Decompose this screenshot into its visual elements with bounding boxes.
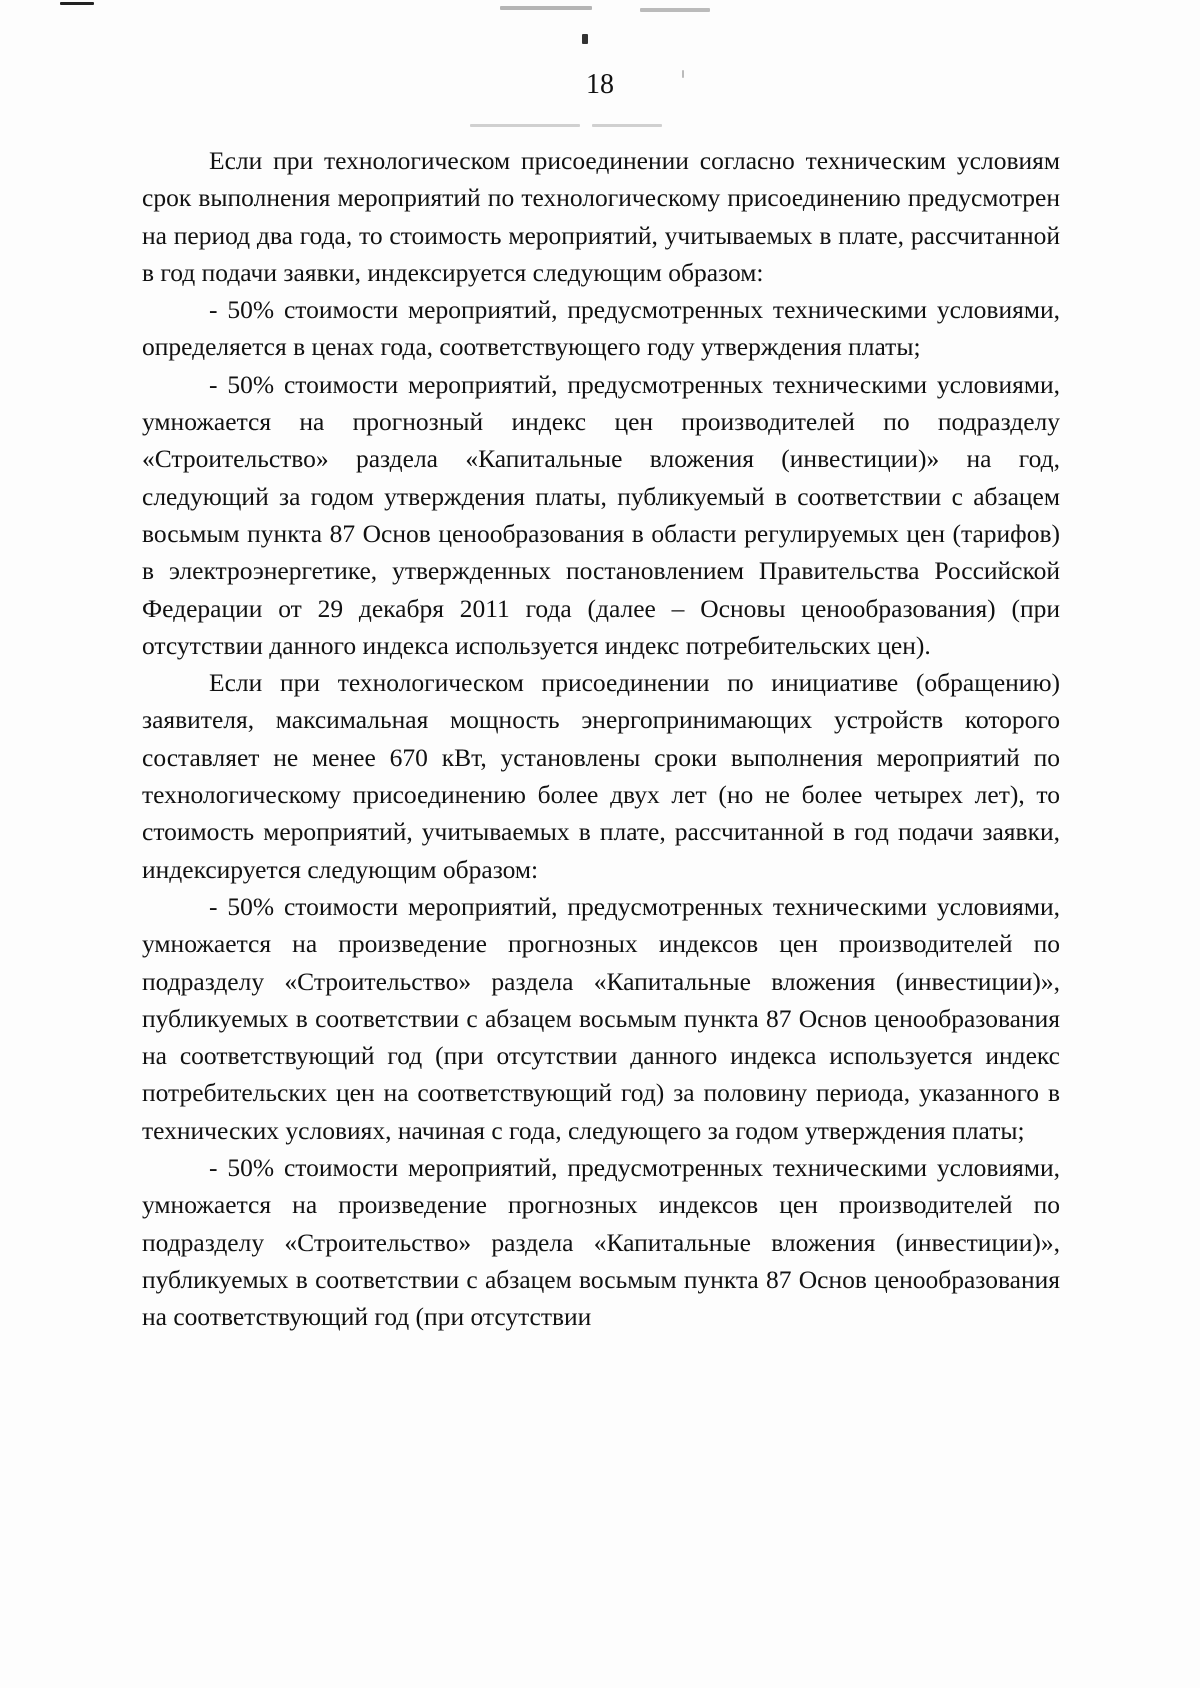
scan-artifact (60, 2, 94, 5)
scan-artifact (582, 34, 588, 44)
paragraph-indexation-initiative: Если при технологическом присоединении по инициативе (обращению) заявителя, максимальная мощность энергопринимающих устройств которого составляет не менее 670 кВт, установлены сроки выполнения мероприятий по технологическому присоединению более двух лет (но не более четырех лет), то стоимость мероприятий, учитываемых в плате, рассчитанной в год подачи заявки, индексируется следующим образом: (142, 668, 1060, 884)
list-item-second-half-product: - 50% стоимости мероприятий, предусмотренных техническими условиями, умножается на произведение прогнозных индексов цен производителей по подразделу «Строительство» раздела «Капитальные вложения (инвестиции)», публикуемых в соответствии с абзацем восьмым пункта 87 Основ ценообразования на соответствующий год (при отсутствии (142, 1153, 1060, 1332)
list-item-first-half-product: - 50% стоимости мероприятий, предусмотренных техническими условиями, умножается на произведение прогнозных индексов цен производителей по подразделу «Строительство» раздела «Капитальные вложения (инвестиции)», публикуемых в соответствии с абзацем восьмым пункта 87 Основ ценообразования на соответствующий год (при отсутствии данного индекса используется индекс потребительских цен на соответствующий год) за половину периода, указанного в технических условиях, начиная с года, следующего за годом утверждения платы; (142, 891, 1060, 1145)
document-body (142, 142, 1060, 1336)
scan-artifact (500, 6, 592, 10)
scan-artifact (640, 8, 710, 12)
scan-artifact (592, 124, 662, 127)
scan-artifact (470, 124, 580, 127)
page-number: 18 (586, 69, 614, 100)
paragraph-indexation-two-years: Если при технологическом присоединении согласно техническим условиям срок выполнения мероприятий по технологическому присоединению предусмотрен на период два года, то стоимость мероприятий, учитываемых в плате, рассчитанной в год подачи заявки, индексируется следующим образом: (142, 146, 1060, 287)
list-item-second-half-cost: - 50% стоимости мероприятий, предусмотренных техническими условиями, умножается на прогнозный индекс цен производителей по подразделу «Строительство» раздела «Капитальные вложения (инвестиции)» на год, следующий за годом утверждения платы, публикуемый в соответствии с абзацем восьмым пункта 87 Основ ценообразования в области регулируемых цен (тарифов) в электроэнергетике, утвержденных постановлением Правительства Российской Федерации от 29 декабря 2011 года (далее – Основы ценообразования) (при отсутствии данного индекса используется индекс потребительских цен). (142, 369, 1060, 660)
list-item-first-half-cost: - 50% стоимости мероприятий, предусмотренных техническими условиями, определяется в ценах года, соответствующего году утверждения платы; (142, 295, 1060, 362)
